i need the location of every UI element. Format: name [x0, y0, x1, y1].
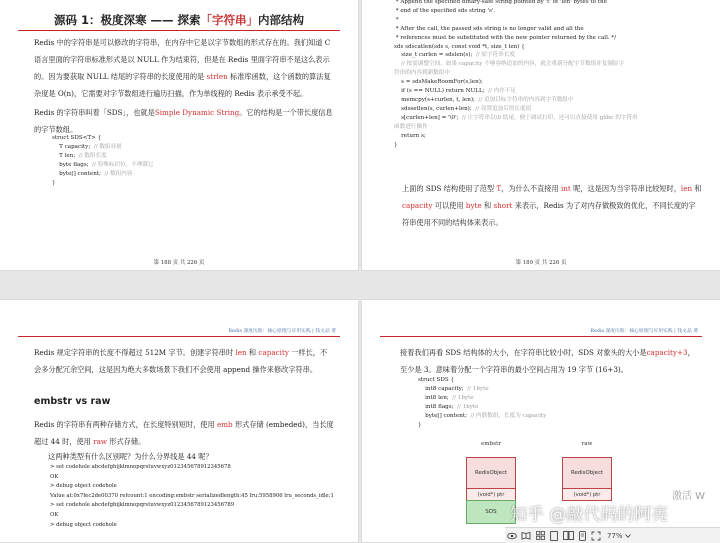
code-line [394, 51, 638, 60]
single-page-icon[interactable] [547, 529, 561, 542]
code-comment: // 让字符串以\0 结尾，便于调试打印，还可以直接使用 glibc 的字符串 [458, 114, 638, 121]
code-text: int8 capacity; [418, 385, 464, 392]
code-line [394, 34, 638, 43]
code-text: T capacity; [52, 143, 91, 150]
paragraph-storage: Redis 的字符串有两种存储方式，在长度特别短时，使用 emb 形式存储 (embeded)，当长度超过 44 时，使用 raw 形式存储。 [34, 420, 334, 446]
embstr-sds-box: SDS [466, 500, 516, 524]
code-line [394, 60, 638, 69]
code-comment: // 原字符串长度 [472, 52, 516, 59]
code-text: struct SDS<T> { [52, 135, 102, 141]
code-line [394, 123, 638, 132]
code-comment: // 数组内容 [100, 170, 133, 177]
scroll-icon[interactable] [575, 529, 589, 542]
code-text: } [418, 421, 422, 428]
code-line [394, 87, 638, 96]
code-text: s[curlen+len] = '\0'; [394, 114, 459, 121]
console-output [50, 463, 334, 530]
code-comment: // 追加目标字符串的内容到字节数组中 [474, 96, 574, 103]
code-line [418, 421, 546, 430]
console-line: OK [50, 473, 59, 480]
paragraph-question: 这两种类型有什么区别呢？为什么分界线是 44 呢？ [48, 452, 213, 461]
code-line [394, 96, 638, 105]
running-header: Redis 深度历险：核心原理与应用实践 | 钱文品 著 [228, 329, 336, 334]
code-text: size_t curlen = sdslen(s); [394, 52, 473, 59]
raw-redisobject-box: RedisObject [562, 457, 612, 489]
code-line [394, 78, 638, 87]
header-rule [18, 336, 340, 337]
code-comment: // 按需调整空间，如果 capacity 不够容纳追加的内容，就会重新分配字节数组并复制原字 [394, 61, 625, 68]
code-text: * references must be substituted with the new pointer returned by the call. */ [394, 34, 617, 41]
code-comment: 符串的内容到新数组中 [394, 70, 450, 77]
code-text: * end of the specified sds string 's'. [394, 7, 496, 14]
code-text: int8 len; [418, 394, 449, 401]
code-line [418, 412, 546, 421]
code-comment: // 设置追加后的长度值 [471, 105, 532, 112]
code-comment: // 1byte [453, 403, 479, 410]
code-line [394, 105, 638, 114]
raw-ptr-box: (void*) ptr [562, 488, 612, 501]
code-line [418, 385, 546, 394]
console-line: OK [50, 511, 59, 518]
activation-notice: 激活 W [672, 491, 706, 502]
code-text: * [394, 16, 399, 23]
console-line: > debug object codehole [50, 521, 117, 528]
code-line [52, 143, 154, 152]
paragraph-generic-t: 上面的 SDS 结构使用了范型 T，为什么不直接用 int 呢，这是因为当字符串比较短时，len 和 capacity 可以使用 byte 和 short 来表示，Redis 为了对内存做极致的优化，不同长度的字符串使用不同的结构体来表示。 [402, 184, 702, 227]
zoom-level[interactable]: 77% [607, 531, 623, 540]
eye-icon[interactable] [505, 529, 519, 542]
header-rule [380, 336, 702, 337]
code-text: if (s == NULL) return NULL; [394, 88, 485, 95]
code-comment: 函数进行操作 [394, 123, 428, 130]
code-text: byte[] content; [418, 412, 467, 419]
code-line [394, 69, 638, 78]
paragraph-sds-size: 接着我们再看 SDS 结构体的大小，在字符串比较小时，SDS 对象头的大小是capacity+3，至少是 3。意味着分配一个字符串的最小空间占用为 19 字节 (16+3)。 [400, 348, 695, 374]
code-text: * After the call, the passed sds string is no longer valid and all the [394, 25, 584, 32]
code-line [418, 403, 546, 412]
console-line: > set codehole abcdefghijklmnopqrstuvwxyz0123456789123456789 [50, 502, 235, 509]
section-heading: embstr vs raw [34, 396, 111, 407]
viewer-status-toolbar [505, 527, 720, 543]
code-comment: // 数组长度 [75, 152, 107, 159]
code-comment: // 1byte [448, 394, 474, 401]
code-text: sds sdscatlen(sds s, const void *t, size_t len) { [394, 43, 525, 50]
code-text: } [52, 179, 56, 186]
console-line: > debug object codehole [50, 483, 117, 490]
page-number: 第 189 页 共 226 页 [515, 260, 567, 266]
paragraph-intro: Redis 中的字符串是可以修改的字符串，在内存中它是以字节数组的形式存在的。我们知道 C 语言里面的字符串标准形式是以 NULL 作为结束符，但是在 Redis 里面字符串不是这么表示的。因为要获取 NULL 结尾的字符串的长度使用的是 strlen 标准库函数，这个函数的算法复杂度是 O(n)，它需要对字节数组进行遍历扫描，作为单线程的 Redis 表示承受不起。 [34, 38, 331, 98]
code-comment: // 内联数组，长度为 capacity [466, 412, 547, 419]
code-comment: // 特殊标识位，不理睬它 [88, 161, 154, 168]
document-page-190 [0, 300, 358, 542]
diagram-label-raw: raw [581, 441, 593, 447]
code-text: T len; [52, 152, 76, 159]
console-line: > set codehole abcdefghijklmnopqrstuvwxyz012345678912345678 [50, 464, 231, 470]
double-page-icon[interactable] [561, 529, 575, 542]
running-header: Redis 深度历险：核心原理与应用实践 | 钱文品 著 [590, 329, 698, 334]
code-text: byte flags; [52, 161, 89, 168]
embstr-ptr-box: (void*) ptr [466, 488, 516, 501]
fit-page-icon[interactable] [589, 529, 603, 542]
code-line [52, 179, 154, 188]
code-line [418, 394, 546, 403]
code-text: memcpy(s+curlen, t, len); [394, 96, 475, 103]
code-text: } [394, 141, 398, 148]
code-text: struct SDS { [418, 377, 455, 383]
code-line [394, 141, 638, 150]
code-line [52, 170, 154, 179]
code-line [52, 134, 154, 143]
code-block-sds-struct [52, 134, 154, 187]
book-icon[interactable] [519, 529, 533, 542]
code-comment: // 数组容量 [90, 143, 122, 150]
code-comment: // 1byte [463, 385, 489, 392]
embstr-redisobject-box: RedisObject [466, 457, 516, 489]
console-line: Value at:0x7fec2de00370 refcount:1 encoding:embstr serializedlength:45 lru:5958906 lru_seconds_idle:1 [50, 492, 334, 499]
code-text: sdssetlen(s, curlen+len); [394, 105, 472, 112]
code-line [394, 43, 638, 52]
document-page-189 [362, 0, 720, 270]
code-line [394, 7, 638, 16]
zoom-dropdown-icon[interactable] [623, 529, 633, 542]
watermark: 知乎 @敲代码的阿亮 [510, 505, 669, 525]
code-comment: // 内存不足 [484, 88, 517, 95]
code-line [394, 0, 638, 7]
code-text: s = sdsMakeRoomFor(s,len); [394, 79, 483, 86]
code-text: int8 flags; [418, 403, 454, 410]
code-text: return s; [394, 132, 426, 139]
code-line [394, 132, 638, 141]
diagram-label-embstr: embstr [481, 441, 501, 447]
chapter-title: 源码 1：极度深寒 —— 探索「字符串」内部结构 [53, 13, 304, 27]
page-number: 第 188 页 共 226 页 [153, 260, 205, 266]
code-text: * Append the specified binary-safe string pointed by 't' of 'len' bytes to the [394, 0, 607, 5]
code-line [52, 161, 154, 170]
code-block-sds-small [418, 376, 546, 429]
code-line [52, 152, 154, 161]
paragraph-length-limit: Redis 规定字符串的长度不得超过 512M 字节。创建字符串时 len 和 capacity 一样长，不会多分配冗余空间，这是因为绝大多数场景下我们不会使用 append 操作来修改字符串。 [34, 348, 328, 374]
code-line [394, 114, 638, 123]
code-line [418, 376, 546, 385]
code-line [394, 16, 638, 25]
paragraph-sds: Redis 的字符串叫着「SDS」，也就是Simple Dynamic String。它的结构是一个带长度信息的字节数组。 [34, 108, 333, 134]
document-page-188 [0, 0, 358, 270]
grid-icon[interactable] [533, 529, 547, 542]
code-line [394, 25, 638, 34]
code-text: byte[] content; [52, 170, 101, 177]
title-rule [18, 30, 340, 31]
code-block-sdscatlen [394, 0, 638, 149]
